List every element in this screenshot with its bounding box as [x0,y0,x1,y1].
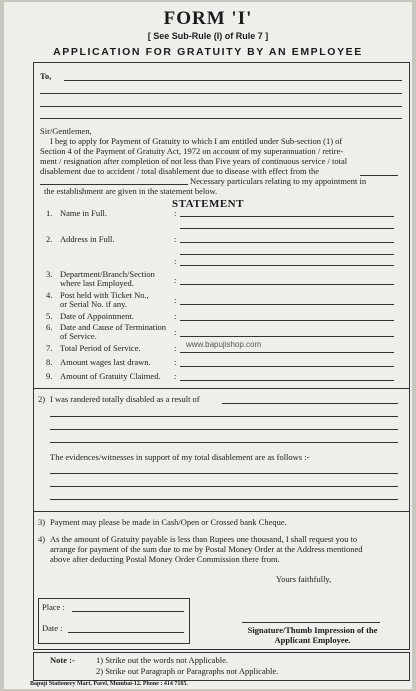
item-2-colon: : [174,234,177,244]
letter-line-1: I beg to apply for Payment of Gratuity to which I am entitled under Sub-section (1) of [50,136,343,146]
item-1-colon: : [174,208,177,218]
place-label: Place : [42,602,65,612]
item-2-line-3[interactable] [180,265,394,266]
item-9-label: Amount of Gratuity Claimed. [60,371,161,381]
letter-particulars: Necessary particulars relating to my appointment in [190,176,367,186]
note-label: Note :- [50,655,75,665]
item-5-line[interactable] [180,320,394,321]
item-4-num: 4. [46,290,53,300]
item-2-line-1[interactable] [180,242,394,243]
postal-num: 4) [38,534,46,544]
postal-line-3: above after deducting Postal Money Order Commission there from. [50,554,280,564]
date-label: Date : [42,623,63,633]
to-line-3[interactable] [40,106,402,107]
item-2-line-2[interactable] [180,254,394,255]
item-6-label-2: of Service. [60,331,97,341]
item-2-label: Address in Full. [60,234,115,244]
signature-line[interactable] [242,622,380,623]
to-line-1[interactable] [64,80,402,81]
form-page [4,2,412,689]
evidence-line-1[interactable] [50,473,398,474]
item-2-num: 2. [46,234,53,244]
item-3-num: 3. [46,269,53,279]
item-3-label-1: Department/Branch/Section [60,269,155,279]
printer-credit: Bapuji Stationery Mart, Parel, Mumbai-12. Phone : 414 7165. [30,681,188,687]
form-subtitle: [ See Sub-Rule (I) of Rule 7 ] [147,31,269,41]
item-4-line[interactable] [180,304,394,305]
disablement-line-4[interactable] [50,442,398,443]
item-9-line[interactable] [180,380,394,381]
item-7-colon: : [174,343,177,353]
salutation: Sir/Gentlemen, [40,126,92,136]
item-5-num: 5. [46,311,53,321]
item-1-num: 1. [46,208,53,218]
item-7-label: Total Period of Service. [60,343,141,353]
item-8-line[interactable] [180,366,394,367]
date-line[interactable] [68,632,184,633]
item-6-label-1: Date and Cause of Termination [60,322,166,332]
postal-line-1: As the amount of Gratuity payable is less than Rupees one thousand, I shall request you to [50,534,358,544]
item-8-label: Amount wages last drawn. [60,357,151,367]
effective-date-line-2[interactable] [40,184,188,185]
item-6-line[interactable] [180,336,394,337]
item-1-label: Name in Full. [60,208,107,218]
item-8-num: 8. [46,357,53,367]
statement-title: STATEMENT [172,198,244,210]
item-1-line-2[interactable] [180,228,394,229]
item-4-colon: : [174,295,177,305]
item-4-label-2: or Serial No. if any. [60,299,127,309]
disablement-line-3[interactable] [50,429,398,430]
payment-text: Payment may please be made in Cash/Open or Crossed bank Cheque. [50,517,287,527]
form-heading: APPLICATION FOR GRATUITY BY AN EMPLOYEE [53,46,363,58]
letter-last-line: the establishment are given in the statement below. [44,186,218,196]
disablement-line-2[interactable] [50,416,398,417]
item-7-line[interactable] [180,352,394,353]
signature-caption-2: Applicant Employee. [274,635,351,645]
postal-line-2: arrange for payment of the sum due to me by Postal Money Order at the Address mentioned [50,544,363,554]
item-5-label: Date of Appointment. [60,311,134,321]
letter-line-3: ment / resignation after completion of not less than Five years of continuous service / total [40,156,348,166]
item-1-line[interactable] [180,216,394,217]
evidence-line-3[interactable] [50,499,398,500]
watermark-url: www.bapujishop.com [186,340,262,349]
form-title: FORM 'I' [163,8,253,29]
to-label: To, [40,71,52,81]
letter-line-2: Section 4 of the Payment of Gratuity Act, 1972 on account of my superannuation / retire- [40,146,344,156]
item-2-colon-2: : [174,256,177,266]
item-8-colon: : [174,357,177,367]
to-line-4[interactable] [40,118,402,119]
disablement-num: 2) [38,394,46,404]
item-6-colon: : [174,327,177,337]
item-6-num: 6. [46,322,53,332]
payment-num: 3) [38,517,46,527]
item-4-label-1: Post held with Ticket No., [60,290,149,300]
item-5-colon: : [174,311,177,321]
disablement-line-1[interactable] [222,403,398,404]
disablement-text: I was randered totally disabled as a result of [50,394,200,404]
letter-line-4: disablement due to accident / total disablement due to disease with effect from the [40,166,320,176]
item-3-label-2: where last Employed. [60,278,134,288]
to-line-2[interactable] [40,93,402,94]
item-3-line[interactable] [180,284,394,285]
note-item-1: 1) Strike out the words not Applicable. [96,655,228,665]
disablement-box [33,388,410,512]
evidence-text: The evidences/witnesses in support of my total disablement are as follows :- [50,452,310,462]
item-9-colon: : [174,371,177,381]
item-3-colon: : [174,275,177,285]
item-7-num: 7. [46,343,53,353]
note-item-2: 2) Strike out Paragraph or Paragraphs not Applicable. [96,666,279,676]
evidence-line-2[interactable] [50,486,398,487]
item-9-num: 9. [46,371,53,381]
closing: Yours faithfully, [276,574,332,584]
signature-caption-1: Signature/Thumb Impression of the [247,625,378,635]
place-line[interactable] [72,611,184,612]
